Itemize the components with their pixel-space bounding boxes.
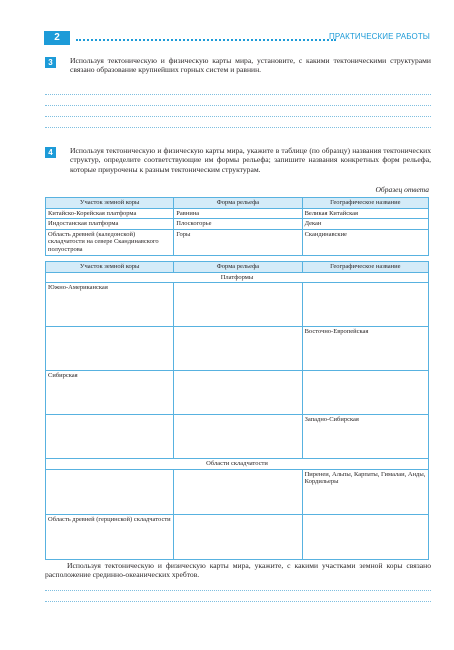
answer-cell[interactable] [174, 514, 302, 559]
section-folding: Области складчатости [46, 459, 429, 470]
column-header: Участок земной коры [46, 262, 174, 273]
table-row [46, 229, 429, 255]
table-cell: Китайско-Корейская платформа [46, 208, 174, 219]
table-cell: Скандинавские [302, 229, 428, 255]
table-cell: Индостанская платформа [46, 219, 174, 230]
table-row [46, 208, 429, 219]
sample-caption: Образец ответа [375, 185, 429, 194]
answer-line[interactable] [45, 116, 431, 117]
task-4-text: Используя тектоническую и физическую карты мира, укажите в таблице (по образцу) названия тектонических структур, определите соответствующие им формы рельефа; запишите названия конкретных форм рельефа, которые приурочены к разным тектоническим структурам. [70, 146, 431, 174]
table-row [46, 283, 429, 327]
column-header: Форма рельефа [174, 198, 302, 209]
column-header: Участок земной коры [46, 198, 174, 209]
answer-cell[interactable] [302, 514, 428, 559]
task-4-number: 4 [45, 147, 56, 158]
table-cell: Южно-Американская [46, 283, 174, 327]
task-3-text: Используя тектоническую и физическую карты мира, установите, с какими тектоническими структурами связано образование крупнейших горных систем и равнин. [70, 56, 431, 75]
table-cell: Плоскогорье [174, 219, 302, 230]
table-row [46, 415, 429, 459]
answer-table [45, 261, 429, 560]
table-row [46, 327, 429, 371]
answer-line[interactable] [45, 94, 431, 95]
answer-cell[interactable] [174, 327, 302, 371]
section-platforms: Платформы [46, 272, 429, 283]
column-header: Форма рельефа [174, 262, 302, 273]
task-3-number: 3 [45, 57, 56, 68]
table-cell: Декан [302, 219, 428, 230]
header-dotted-rule [76, 39, 336, 41]
table-cell: Западно-Сибирская [302, 415, 428, 459]
page-header [44, 31, 430, 45]
answer-line[interactable] [45, 590, 431, 591]
table-cell: Восточно-Европейская [302, 327, 428, 371]
answer-cell[interactable] [46, 327, 174, 371]
table-cell: Область древней (каледонской) складчатости на севере Скандинавского полуострова [46, 229, 174, 255]
table-row [46, 371, 429, 415]
table-cell: Сибирская [46, 371, 174, 415]
answer-cell[interactable] [174, 469, 302, 514]
answer-cell[interactable] [174, 415, 302, 459]
answer-cell[interactable] [46, 415, 174, 459]
table-row [46, 469, 429, 514]
task-5-text: Используя тектоническую и физическую карты мира, укажите, с какими участками земной коры связано расположение срединно-океанических хребтов. [45, 561, 431, 580]
answer-cell[interactable] [302, 371, 428, 415]
task-5 [45, 561, 431, 580]
page-number: 2 [44, 31, 70, 45]
answer-cell[interactable] [46, 469, 174, 514]
table-cell: Великая Китайская [302, 208, 428, 219]
table-row [46, 219, 429, 230]
table-cell: Пиренеи, Альпы, Карпаты, Гималаи, Анды, Кордильеры [302, 469, 428, 514]
answer-cell[interactable] [174, 371, 302, 415]
answer-cell[interactable] [174, 283, 302, 327]
answer-line[interactable] [45, 105, 431, 106]
table-row [46, 514, 429, 559]
answer-line[interactable] [45, 127, 431, 128]
table-cell: Равнина [174, 208, 302, 219]
task-3 [45, 56, 431, 75]
column-header: Географическое название [302, 198, 428, 209]
section-title: ПРАКТИЧЕСКИЕ РАБОТЫ [329, 32, 430, 41]
table-header-row [46, 198, 429, 209]
answer-line[interactable] [45, 601, 431, 602]
table-section-row [46, 272, 429, 283]
table-cell: Область древней (герцинской) складчатости [46, 514, 174, 559]
table-section-row [46, 459, 429, 470]
table-cell: Горы [174, 229, 302, 255]
column-header: Географическое название [302, 262, 428, 273]
answer-cell[interactable] [302, 283, 428, 327]
sample-table [45, 197, 429, 256]
table-header-row [46, 262, 429, 273]
task-4 [45, 146, 431, 174]
